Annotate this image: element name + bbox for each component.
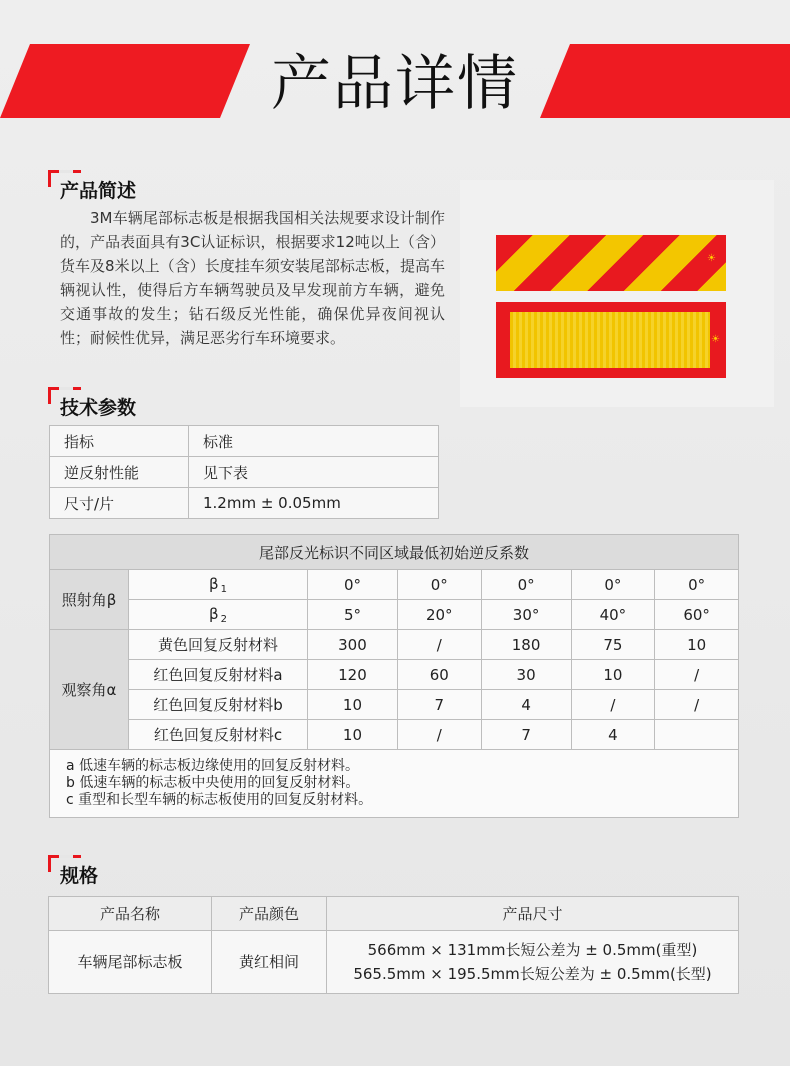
table-cell: 0° — [397, 570, 481, 600]
table-cell: / — [397, 720, 481, 750]
table-cell: 40° — [571, 600, 655, 630]
spec-table — [49, 425, 439, 519]
table-notes — [50, 750, 739, 818]
table-cell: 180 — [481, 630, 571, 660]
table-cell: 60° — [655, 600, 739, 630]
table-cell: 75 — [571, 630, 655, 660]
table-header-row — [49, 897, 739, 931]
spec-key: 尺寸/片 — [50, 488, 189, 519]
overview-title: 产品简述 — [60, 180, 137, 202]
overview-text: 3M车辆尾部标志板是根据我国相关法规要求设计制作的，产品表面具有3C认证标识，根据要求12吨以上（含）货车及8米以上（含）长度挂车须安装尾部标志板，提高车辆视认性，使得后方车辆驾驶员及早发现前方车辆，避免交通事故的发生；钻石级反光性能，确保优异夜间视认性；耐候性优异，满足恶劣行车环境要求。 — [60, 209, 445, 347]
table-cell: 0° — [655, 570, 739, 600]
table-cell: / — [571, 690, 655, 720]
table-cell — [655, 720, 739, 750]
page-title: 产品详情 — [271, 49, 519, 119]
spec-key: 逆反射性能 — [50, 457, 189, 488]
table-cell: 5° — [308, 600, 398, 630]
table-cell: 10 — [308, 690, 398, 720]
table-cell: 30° — [481, 600, 571, 630]
table-row — [50, 720, 739, 750]
table-cell: 7 — [481, 720, 571, 750]
material-name: 红色回复反射材料a — [129, 660, 308, 690]
table-row — [50, 488, 439, 519]
retroreflection-coefficient-table — [49, 534, 739, 818]
table-cell: 4 — [481, 690, 571, 720]
size-table — [48, 896, 739, 994]
table-cell: / — [655, 690, 739, 720]
column-header: 产品尺寸 — [327, 897, 739, 931]
brand-logo-icon: ☀ — [707, 253, 716, 264]
spec-value: 标准 — [189, 426, 439, 457]
table-row — [49, 931, 739, 994]
illumination-angle-label: 照射角β — [50, 570, 129, 630]
size-line: 565.5mm × 195.5mm长短公差为 ± 0.5mm(长型) — [353, 965, 712, 983]
material-name: 红色回复反射材料b — [129, 690, 308, 720]
sizes-title: 规格 — [60, 865, 99, 887]
striped-marker-plate — [496, 235, 726, 291]
table-row — [50, 660, 739, 690]
bordered-marker-plate — [496, 302, 726, 378]
table-cell: 10 — [308, 720, 398, 750]
spec-key: 指标 — [50, 426, 189, 457]
table-row — [50, 535, 739, 570]
table-row — [50, 457, 439, 488]
beta2-label — [129, 600, 308, 630]
table-row — [50, 570, 739, 600]
brand-logo-icon: ☀ — [711, 334, 720, 345]
table-cell: 120 — [308, 660, 398, 690]
table-cell: 60 — [397, 660, 481, 690]
material-name: 黄色回复反射材料 — [129, 630, 308, 660]
table-cell: 0° — [481, 570, 571, 600]
beta1-subscript: 1 — [220, 583, 227, 595]
column-header: 产品名称 — [49, 897, 212, 931]
spec-value: 1.2mm ± 0.05mm — [189, 488, 439, 519]
table-cell: 0° — [308, 570, 398, 600]
note-line: c 重型和长型车辆的标志板使用的回复反射材料。 — [66, 792, 373, 808]
table-cell: 20° — [397, 600, 481, 630]
product-color: 黄红相间 — [212, 931, 327, 994]
product-size — [327, 931, 739, 994]
table-cell: 30 — [481, 660, 571, 690]
table-cell: 10 — [655, 630, 739, 660]
column-header: 产品颜色 — [212, 897, 327, 931]
table-row — [50, 690, 739, 720]
plate-inner-panel — [510, 312, 710, 368]
table-cell: 10 — [571, 660, 655, 690]
note-line: b 低速车辆的标志板中央使用的回复反射材料。 — [66, 775, 360, 791]
material-name: 红色回复反射材料c — [129, 720, 308, 750]
note-line: a 低速车辆的标志板边缘使用的回复反射材料。 — [66, 758, 360, 774]
table-row — [50, 750, 739, 818]
coef-table-title: 尾部反光标识不同区域最低初始逆反系数 — [50, 535, 739, 570]
table-row — [50, 600, 739, 630]
beta2-subscript: 2 — [220, 613, 227, 625]
table-cell: / — [397, 630, 481, 660]
table-row — [50, 426, 439, 457]
table-row — [50, 630, 739, 660]
table-cell: 300 — [308, 630, 398, 660]
spec-value: 见下表 — [189, 457, 439, 488]
product-image — [460, 180, 774, 407]
specs-title: 技术参数 — [60, 397, 137, 419]
table-cell: 4 — [571, 720, 655, 750]
product-name: 车辆尾部标志板 — [49, 931, 212, 994]
table-cell: 0° — [571, 570, 655, 600]
beta1-symbol: β — [209, 574, 219, 593]
observation-angle-label: 观察角α — [50, 630, 129, 750]
table-cell: 7 — [397, 690, 481, 720]
beta1-label — [129, 570, 308, 600]
table-cell: / — [655, 660, 739, 690]
beta2-symbol: β — [209, 604, 219, 623]
size-line: 566mm × 131mm长短公差为 ± 0.5mm(重型) — [367, 941, 698, 959]
